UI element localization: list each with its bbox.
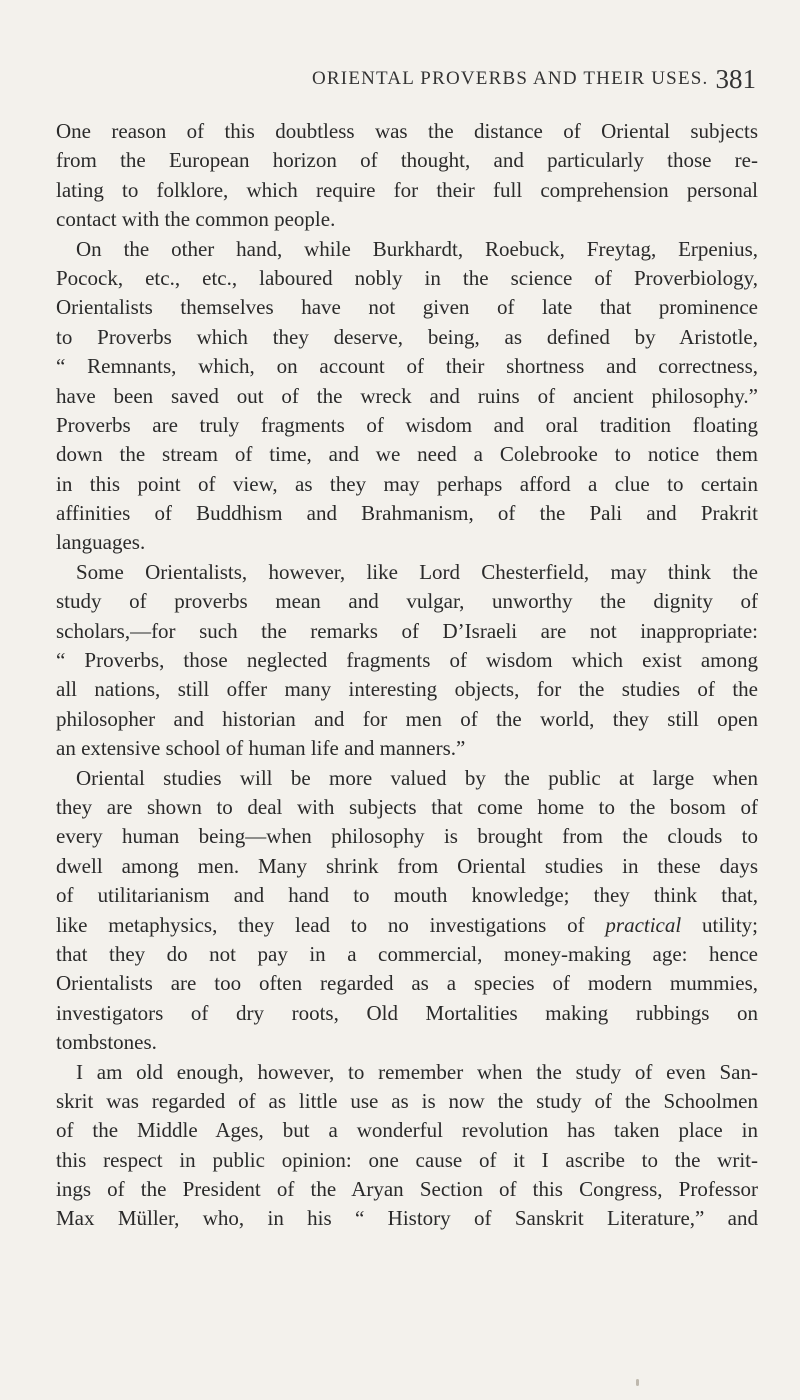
text-line: from the European horizon of thought, and particularly those re- xyxy=(56,148,758,173)
text-line: skrit was regarded of as little use as is now the study of the Schoolmen xyxy=(56,1088,758,1113)
text-line: to Proverbs which they deserve, being, as defined by Aristotle, xyxy=(56,324,758,349)
text-line: Some Orientalists, however, like Lord Chesterfield, may think the xyxy=(76,559,758,584)
emphasized-word: practical xyxy=(605,912,682,937)
text-line: dwell among men. Many shrink from Oriental studies in these days xyxy=(56,853,758,878)
text-line: Oriental studies will be more valued by the public at large when xyxy=(76,765,758,790)
text-line: all nations, still offer many interesting objects, for the studies of the xyxy=(56,677,758,702)
text-line: that they do not pay in a commercial, money-making age: hence xyxy=(56,941,758,966)
text-line: have been saved out of the wreck and ruins of ancient philosophy.” xyxy=(56,383,758,408)
text-line: Max Müller, who, in his “ History of Sanskrit Literature,” and xyxy=(56,1206,758,1231)
text-line: philosopher and historian and for men of the world, they still open xyxy=(56,706,758,731)
text-line: Proverbs are truly fragments of wisdom and oral tradition floating xyxy=(56,412,758,437)
text-line: On the other hand, while Burkhardt, Roebuck, Freytag, Erpenius, xyxy=(76,236,758,261)
text-line: scholars,—for such the remarks of D’Israeli are not inappropriate: xyxy=(56,618,758,643)
text-line: contact with the common people. xyxy=(56,207,336,232)
text-line: this respect in public opinion: one cause of it I ascribe to the writ- xyxy=(56,1147,758,1172)
text-line: lating to folklore, which require for their full comprehension personal xyxy=(56,177,758,202)
text-line: they are shown to deal with subjects that come home to the bosom of xyxy=(56,794,758,819)
text-line: “ Remnants, which, on account of their shortness and correctness, xyxy=(56,354,758,379)
text-line: an extensive school of human life and manners.” xyxy=(56,736,466,761)
text-line: of utilitarianism and hand to mouth knowledge; they think that, xyxy=(56,883,758,908)
text-line: every human being—when philosophy is brought from the clouds to xyxy=(56,824,758,849)
text-line: study of proverbs mean and vulgar, unworthy the dignity of xyxy=(56,589,758,614)
text-line: I am old enough, however, to remember when the study of even San- xyxy=(76,1059,758,1084)
body-text xyxy=(56,117,758,1234)
text-line: of the Middle Ages, but a wonderful revolution has taken place in xyxy=(56,1118,758,1143)
text-line: investigators of dry roots, Old Mortalities making rubbings on xyxy=(56,1000,758,1025)
print-speck xyxy=(636,1379,639,1386)
text-line: languages. xyxy=(56,530,146,555)
text-line: affinities of Buddhism and Brahmanism, of the Pali and Prakrit xyxy=(56,501,758,526)
line-text: like metaphysics, they lead to no investigations of xyxy=(56,912,585,937)
text-line: One reason of this doubtless was the distance of Oriental subjects xyxy=(56,119,758,143)
text-line: Pocock, etc., etc., laboured nobly in the science of Proverbiology, xyxy=(56,265,758,290)
text-line: in this point of view, as they may perhaps afford a clue to certain xyxy=(56,471,758,496)
text-line: “ Proverbs, those neglected fragments of wisdom which exist among xyxy=(56,648,758,673)
text-line: ings of the President of the Aryan Section of this Congress, Professor xyxy=(56,1177,758,1202)
text-line: Orientalists are too often regarded as a species of modern mummies, xyxy=(56,971,758,996)
text-line-with-emphasis xyxy=(56,911,758,940)
page-header xyxy=(312,64,756,104)
text-line: Orientalists themselves have not given of late that prominence xyxy=(56,295,758,320)
line-tail: utility; xyxy=(702,912,758,937)
text-line: tombstones. xyxy=(56,1030,157,1055)
text-line: down the stream of time, and we need a Colebrooke to notice them xyxy=(56,442,758,467)
page-number: 381 xyxy=(715,64,756,94)
running-head: ORIENTAL PROVERBS AND THEIR USES. xyxy=(312,68,709,89)
